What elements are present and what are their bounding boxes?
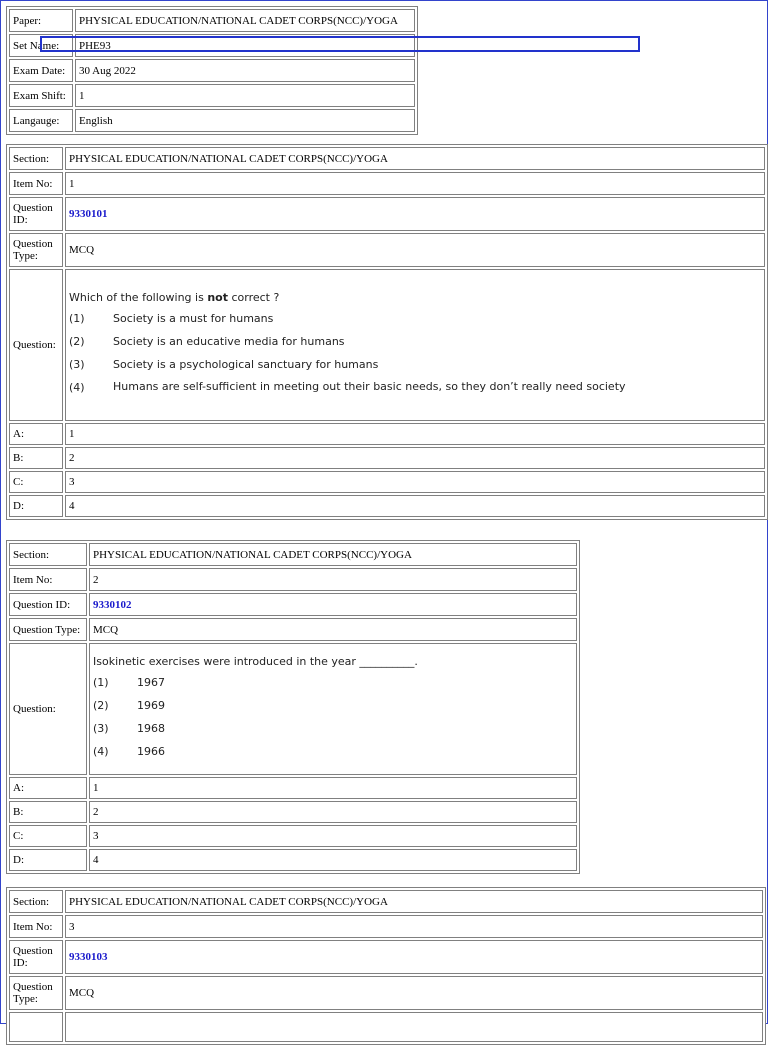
- question-type-label: Question Type:: [9, 976, 63, 1010]
- option-a-value: 1: [65, 423, 765, 445]
- question-id-label: Question ID:: [9, 593, 87, 616]
- paper-value: PHYSICAL EDUCATION/NATIONAL CADET CORPS(NCC)/YOGA: [75, 9, 415, 32]
- question-label: [9, 1012, 63, 1042]
- question-type-label: Question Type:: [9, 233, 63, 267]
- question-table-3: [6, 887, 766, 1045]
- item-no-value: 3: [65, 915, 763, 938]
- section-label: Section:: [9, 543, 87, 566]
- section-label: Section:: [9, 890, 63, 913]
- option-d-value: 4: [89, 849, 577, 871]
- exam-shift-label: Exam Shift:: [9, 84, 73, 107]
- question-option: (1) Society is a must for humans: [69, 311, 274, 325]
- question-option: (3) 1968: [93, 721, 165, 735]
- question-type-value: MCQ: [65, 233, 765, 267]
- option-c-value: 3: [65, 471, 765, 493]
- paper-label: Paper:: [9, 9, 73, 32]
- option-b-value: 2: [65, 447, 765, 469]
- question-label: Question:: [9, 643, 87, 775]
- paper-info-table: [6, 6, 418, 135]
- question-table-2: [6, 540, 580, 874]
- option-b-label: B:: [9, 801, 87, 823]
- question-id-value[interactable]: 9330101: [65, 197, 765, 231]
- question-id-value[interactable]: 9330103: [65, 940, 763, 974]
- section-value: PHYSICAL EDUCATION/NATIONAL CADET CORPS(NCC)/YOGA: [65, 890, 763, 913]
- option-a-label: A:: [9, 423, 63, 445]
- question-id-value[interactable]: 9330102: [89, 593, 577, 616]
- section-value: PHYSICAL EDUCATION/NATIONAL CADET CORPS(NCC)/YOGA: [89, 543, 577, 566]
- question-option: (4) Humans are self-sufficient in meeting out their basic needs, so they don’t really need society: [69, 379, 626, 394]
- item-no-label: Item No:: [9, 915, 63, 938]
- exam-date-value: 30 Aug 2022: [75, 59, 415, 82]
- exam-date-label: Exam Date:: [9, 59, 73, 82]
- option-d-label: D:: [9, 849, 87, 871]
- section-value: PHYSICAL EDUCATION/NATIONAL CADET CORPS(NCC)/YOGA: [65, 147, 765, 170]
- question-content: [89, 643, 577, 775]
- question-stem: Which of the following is not correct ?: [69, 290, 280, 304]
- exam-shift-value: 1: [75, 84, 415, 107]
- question-id-label: Question ID:: [9, 940, 63, 974]
- question-type-label: Question Type:: [9, 618, 87, 641]
- question-label: Question:: [9, 269, 63, 421]
- option-c-label: C:: [9, 825, 87, 847]
- question-content: [65, 1012, 763, 1042]
- set-name-value[interactable]: PHE93: [75, 34, 415, 57]
- item-no-value: 2: [89, 568, 577, 591]
- language-label: Langauge:: [9, 109, 73, 132]
- question-type-value: MCQ: [89, 618, 577, 641]
- option-a-value: 1: [89, 777, 577, 799]
- question-id-label: Question ID:: [9, 197, 63, 231]
- option-c-value: 3: [89, 825, 577, 847]
- question-stem: Isokinetic exercises were introduced in the year __________.: [93, 654, 418, 668]
- section-label: Section:: [9, 147, 63, 170]
- question-content: [65, 269, 765, 421]
- option-b-label: B:: [9, 447, 63, 469]
- question-option: (3) Society is a psychological sanctuary for humans: [69, 357, 379, 371]
- question-option: (2) Society is an educative media for humans: [69, 334, 345, 348]
- option-c-label: C:: [9, 471, 63, 493]
- option-b-value: 2: [89, 801, 577, 823]
- language-value: English: [75, 109, 415, 132]
- question-table-1: [6, 144, 768, 520]
- item-no-label: Item No:: [9, 172, 63, 195]
- question-option: (1) 1967: [93, 675, 165, 689]
- item-no-value: 1: [65, 172, 765, 195]
- option-d-value: 4: [65, 495, 765, 517]
- option-d-label: D:: [9, 495, 63, 517]
- question-option: (4) 1966: [93, 744, 165, 758]
- set-name-label: Set Name:: [9, 34, 73, 57]
- question-type-value: MCQ: [65, 976, 763, 1010]
- question-option: (2) 1969: [93, 698, 165, 712]
- item-no-label: Item No:: [9, 568, 87, 591]
- option-a-label: A:: [9, 777, 87, 799]
